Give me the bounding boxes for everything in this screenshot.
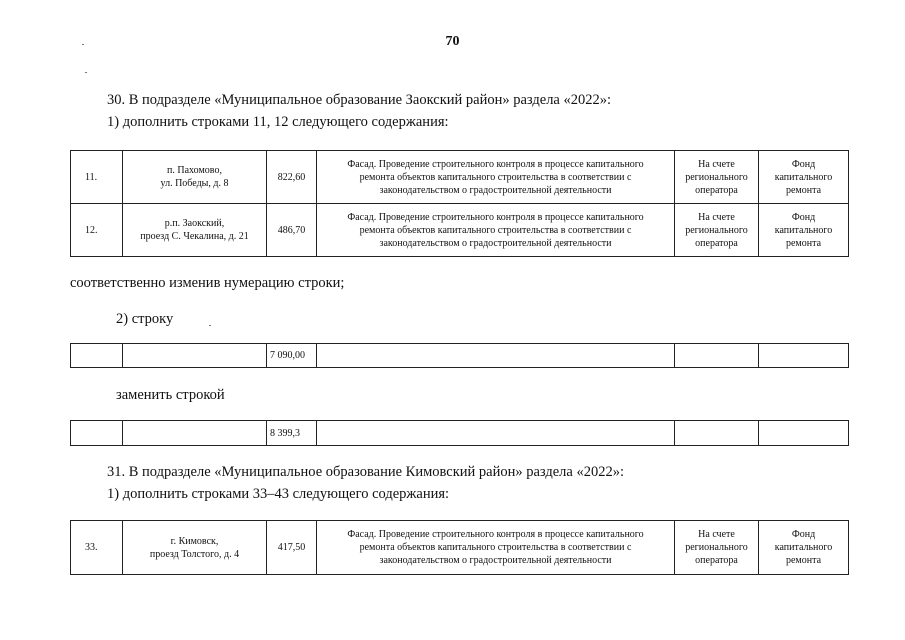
work-line: Фасад. Проведение строительного контроля в процессе капитального xyxy=(347,158,644,170)
empty-cell xyxy=(71,421,123,446)
address-cell xyxy=(123,151,267,204)
scan-speck xyxy=(85,72,87,73)
address-line: проезд Толстого, д. 4 xyxy=(149,548,240,560)
work-line: законодательством о градостроительной деятельности xyxy=(379,184,612,196)
amount-cell: 8 399,3 xyxy=(267,421,317,446)
fund-cell xyxy=(759,521,849,575)
empty-cell xyxy=(317,421,675,446)
work-description-cell xyxy=(317,151,675,204)
table-row xyxy=(71,204,849,257)
address-line: п. Пахомово, xyxy=(167,165,222,176)
amount-cell: 822,60 xyxy=(267,151,317,204)
address-line: г. Кимовск, xyxy=(170,535,219,547)
account-cell xyxy=(675,521,759,575)
address-line: проезд С. Чекалина, д. 21 xyxy=(140,231,249,242)
account-line: На счете xyxy=(698,158,735,170)
account-line: регионального xyxy=(685,171,748,183)
section-31-heading: 31. В подразделе «Муниципальное образование Кимовский район» раздела «2022»: xyxy=(107,464,625,480)
address-cell xyxy=(123,521,267,575)
new-row-table xyxy=(70,420,849,446)
account-line: регионального xyxy=(685,224,748,236)
table-row xyxy=(71,344,849,368)
empty-cell xyxy=(675,421,759,446)
work-line: законодательством о градостроительной деятельности xyxy=(379,555,612,566)
fund-line: Фонд xyxy=(791,158,816,170)
address-cell xyxy=(123,204,267,257)
fund-cell xyxy=(759,204,849,257)
table-row xyxy=(71,521,849,575)
empty-cell xyxy=(317,344,675,368)
work-line: Фасад. Проведение строительного контроля в процессе капитального xyxy=(347,211,644,223)
renumbering-note: соответственно изменив нумерацию строки; xyxy=(70,275,345,291)
section-30-rows-table xyxy=(70,150,849,257)
fund-line: ремонта xyxy=(785,555,822,566)
amount-cell: 486,70 xyxy=(267,204,317,257)
account-line: оператора xyxy=(695,184,738,196)
work-line: законодательством о градостроительной деятельности xyxy=(379,237,612,249)
account-line: На счете xyxy=(698,211,735,223)
fund-line: ремонта xyxy=(785,237,822,249)
scan-speck xyxy=(209,325,211,326)
row-number: 11. xyxy=(71,151,123,204)
work-line: ремонта объектов капитального строительства в соответствии с xyxy=(359,171,632,183)
section-30-subheading: 1) дополнить строками 11, 12 следующего содержания: xyxy=(107,114,449,130)
table-row xyxy=(71,421,849,446)
fund-line: ремонта xyxy=(785,184,822,196)
replace-label: заменить строкой xyxy=(116,387,225,403)
section-31-rows-table xyxy=(70,520,849,575)
account-line: регионального xyxy=(685,542,748,553)
empty-cell xyxy=(123,421,267,446)
empty-cell xyxy=(759,421,849,446)
fund-line: Фонд xyxy=(791,529,816,540)
work-description-cell xyxy=(317,521,675,575)
old-row-table xyxy=(70,343,849,368)
section-30-heading: 30. В подразделе «Муниципальное образование Заокский район» раздела «2022»: xyxy=(107,92,612,108)
amount-cell: 417,50 xyxy=(267,521,317,575)
fund-line: Фонд xyxy=(791,211,816,223)
amount-cell: 7 090,00 xyxy=(267,344,317,368)
fund-line: капитального xyxy=(774,224,833,236)
empty-cell xyxy=(71,344,123,368)
fund-line: капитального xyxy=(774,171,833,183)
account-cell xyxy=(675,151,759,204)
fund-line: капитального xyxy=(774,542,833,553)
item-2-label: 2) строку xyxy=(116,311,174,327)
work-line: ремонта объектов капитального строительства в соответствии с xyxy=(359,542,632,553)
section-31-subheading: 1) дополнить строками 33–43 следующего содержания: xyxy=(107,486,450,502)
account-line: оператора xyxy=(695,555,738,566)
page-number: 70 xyxy=(445,34,460,49)
work-line: Фасад. Проведение строительного контроля в процессе капитального xyxy=(347,529,644,540)
address-line: р.п. Заокский, xyxy=(164,218,225,229)
work-line: ремонта объектов капитального строительства в соответствии с xyxy=(359,224,632,236)
account-cell xyxy=(675,204,759,257)
empty-cell xyxy=(675,344,759,368)
row-number: 12. xyxy=(71,204,123,257)
address-line: ул. Победы, д. 8 xyxy=(160,178,229,189)
empty-cell xyxy=(759,344,849,368)
account-line: оператора xyxy=(695,237,738,249)
empty-cell xyxy=(123,344,267,368)
fund-cell xyxy=(759,151,849,204)
row-number: 33. xyxy=(71,521,123,575)
table-row xyxy=(71,151,849,204)
account-line: На счете xyxy=(698,529,735,540)
work-description-cell xyxy=(317,204,675,257)
scan-speck xyxy=(82,44,84,45)
